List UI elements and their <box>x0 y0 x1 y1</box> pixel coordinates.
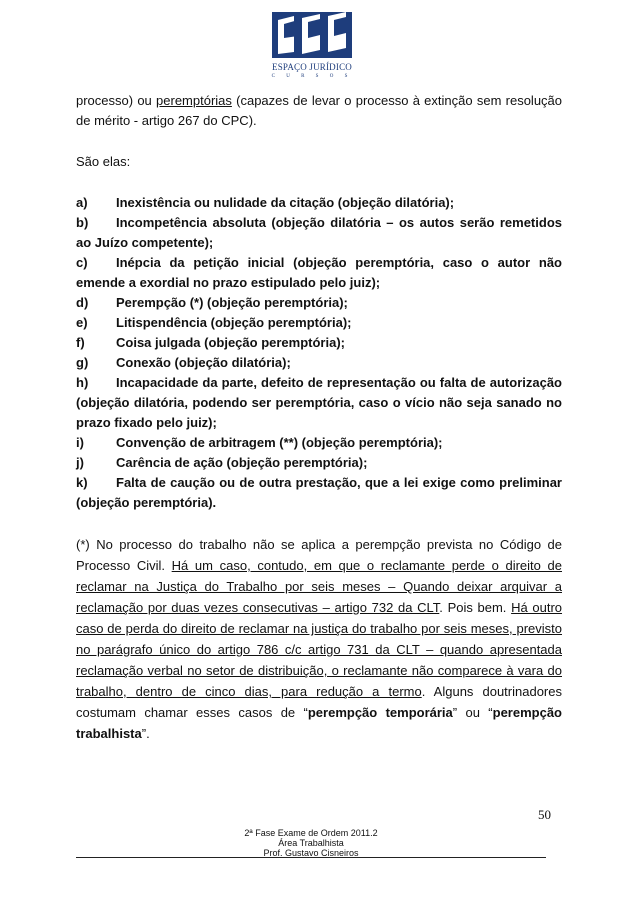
intro-underlined-term: peremptórias <box>156 93 232 108</box>
intro-text-1: processo) ou <box>76 93 157 108</box>
list-item-text: Incompetência absoluta (objeção dilatória – os autos serão remetidos ao Juízo competente); <box>76 215 562 250</box>
list-item-text: Inexistência ou nulidade da citação (objeção dilatória); <box>116 195 455 210</box>
page-content <box>76 91 562 744</box>
logo <box>264 12 360 84</box>
logo-subtitle: C U R S O S <box>271 74 353 79</box>
list-item-label: f) <box>76 335 85 350</box>
note-bold-1: perempção temporária <box>307 705 453 720</box>
list-item <box>76 473 562 513</box>
list-item-label: j) <box>76 455 84 470</box>
list-item-text: Litispendência (objeção peremptória); <box>116 315 352 330</box>
logo-name: ESPAÇO JURÍDICO <box>272 62 352 72</box>
list-item <box>76 293 562 313</box>
list-item-label: h) <box>76 375 89 390</box>
list-item-label: a) <box>76 195 88 210</box>
list-item-text: Convenção de arbitragem (**) (objeção peremptória); <box>116 435 443 450</box>
list-item-label: b) <box>76 215 89 230</box>
note-text-3: . Alguns doutrinadores costumam chamar esses casos de “ <box>76 684 562 720</box>
list-item-text: Carência de ação (objeção peremptória); <box>116 455 368 470</box>
list-item-label: i) <box>76 435 84 450</box>
list-lead: São elas: <box>76 154 131 169</box>
list-item-text: Conexão (objeção dilatória); <box>116 355 291 370</box>
page-footer <box>76 828 546 858</box>
list-item <box>76 353 562 373</box>
footer-line-2: Área Trabalhista <box>278 838 344 848</box>
objection-list <box>76 193 562 513</box>
list-item-label: g) <box>76 355 89 370</box>
list-item <box>76 313 562 333</box>
intro-paragraph <box>76 91 562 131</box>
footer-line-1: 2ª Fase Exame de Ordem 2011.2 <box>244 828 378 838</box>
footer-divider <box>76 857 546 858</box>
list-item <box>76 253 562 293</box>
intro-text-2: (capazes de levar o processo à extinção sem resolução de mérito - artigo 267 do CPC). <box>76 93 563 128</box>
page-number: 50 <box>538 807 551 822</box>
list-item-label: k) <box>76 475 88 490</box>
note-underlined-2: Há outro caso de perda do direito de reclamar na justiça do trabalho por seis meses, previsto no parágrafo único do artigo 786 c/c artigo 731 da CLT – quando apresentada reclamação verbal no setor de distribuição, o reclamante não comparece à vara do trabalho, dentro de cinco dias, para redução a termo <box>76 600 563 699</box>
list-item-text: Incapacidade da parte, defeito de representação ou falta de autorização (objeção dilatória, podendo ser peremptória, caso o vício não seja sanado no prazo fixado pelo juiz); <box>76 375 562 430</box>
note-underlined-1: Há um caso, contudo, em que o reclamante perde o direito de reclamar na Justiça do Trabalho por seis meses – Quando deixar arquivar a reclamação por duas vezes consecutivas – artigo 732 da CLT <box>76 558 562 615</box>
note-text-2: . Pois bem. <box>439 600 512 615</box>
list-item <box>76 193 562 213</box>
note-text-4: ” ou “ <box>452 705 493 720</box>
list-item-text: Falta de caução ou de outra prestação, que a lei exige como preliminar (objeção peremptória). <box>76 475 562 510</box>
list-item <box>76 333 562 353</box>
list-item <box>76 433 562 453</box>
list-item <box>76 213 562 253</box>
list-item-label: d) <box>76 295 89 310</box>
list-item-label: c) <box>76 255 88 270</box>
footer-line-3: Prof. Gustavo Cisneiros <box>263 848 359 858</box>
list-item <box>76 453 562 473</box>
list-item-text: Inépcia da petição inicial (objeção peremptória, caso o autor não emende a exordial no prazo estipulado pelo juiz); <box>76 255 562 290</box>
list-item-label: e) <box>76 315 88 330</box>
note-bold-2: perempção trabalhista <box>76 705 563 741</box>
list-item-text: Coisa julgada (objeção peremptória); <box>116 335 345 350</box>
note-text-1: (*) No processo do trabalho não se aplica a perempção prevista no Código de Processo Civil. <box>76 537 562 573</box>
list-item <box>76 373 562 433</box>
footnote-paragraph <box>76 534 562 744</box>
list-item-text: Perempção (*) (objeção peremptória); <box>116 295 348 310</box>
espaco-juridico-logo-icon <box>272 12 352 58</box>
note-text-5: ”. <box>141 726 150 741</box>
